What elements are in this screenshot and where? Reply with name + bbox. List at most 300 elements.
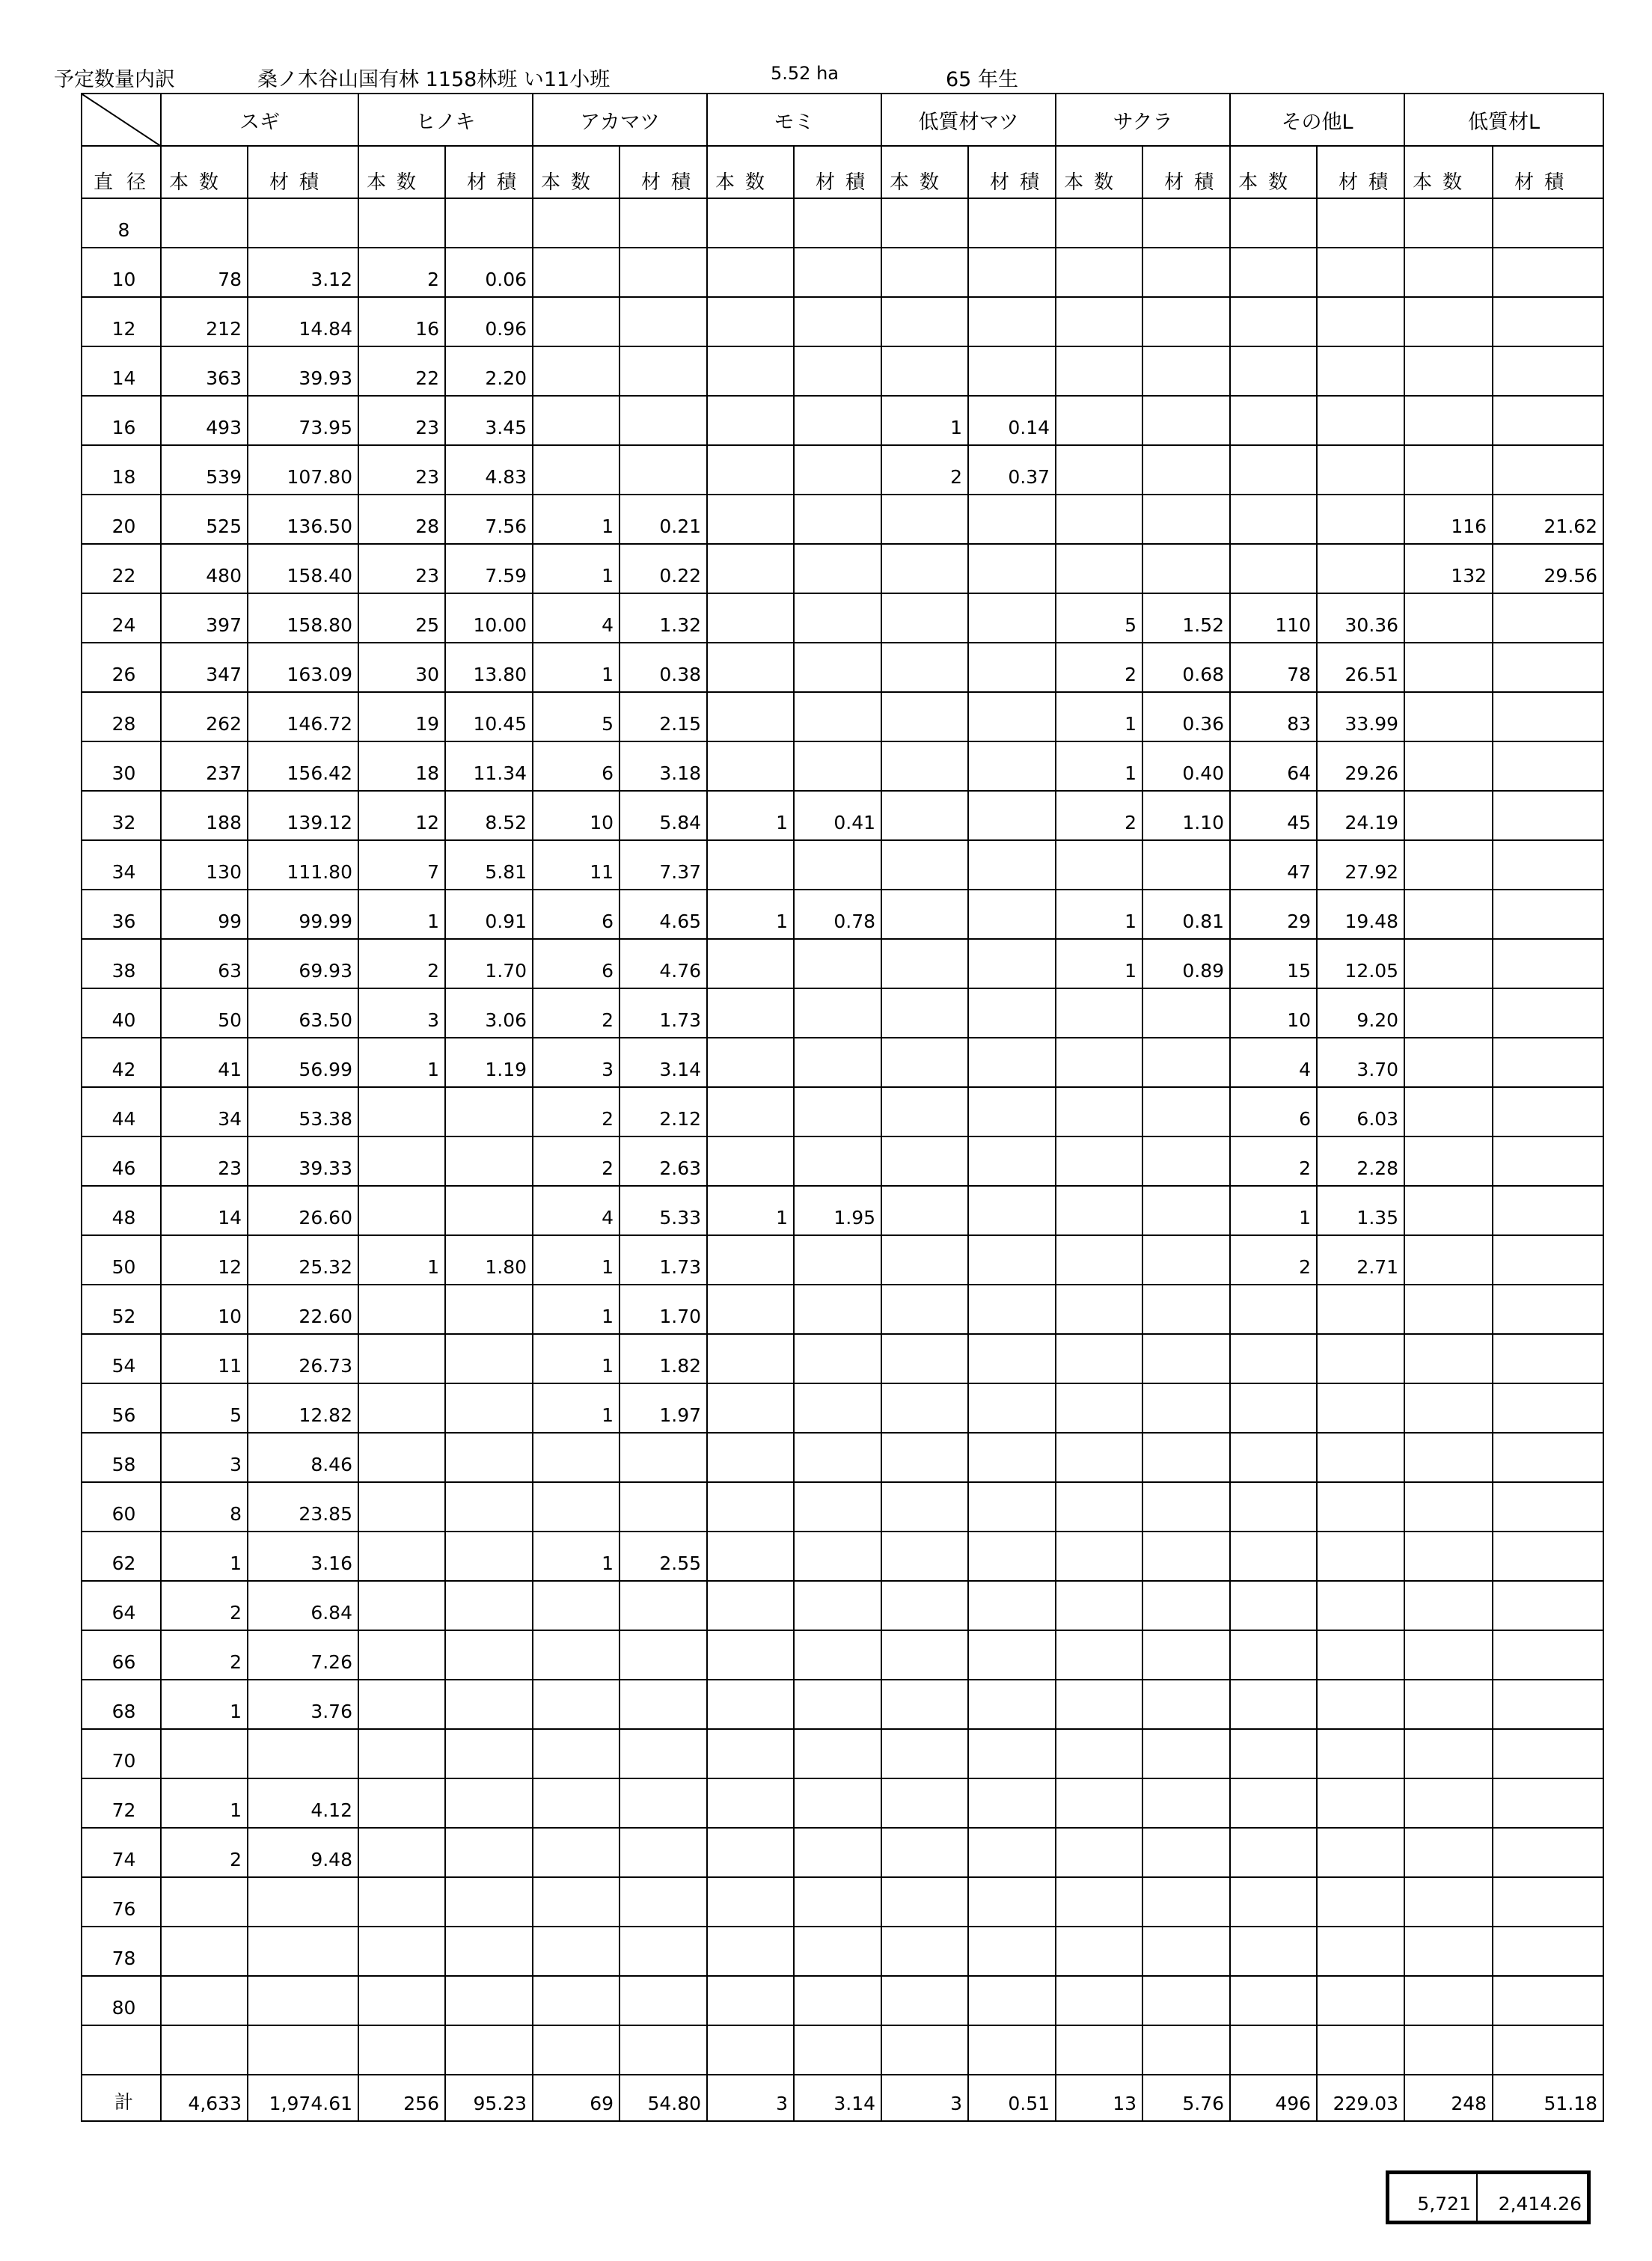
count-cell xyxy=(1056,1235,1142,1285)
volume-cell xyxy=(968,2025,1056,2075)
volume-cell: 12.82 xyxy=(248,1383,358,1433)
volume-cell xyxy=(445,1334,533,1383)
volume-header: 材積 xyxy=(620,146,707,198)
volume-cell xyxy=(1142,396,1230,445)
count-cell xyxy=(358,1828,445,1877)
volume-cell xyxy=(248,1927,358,1976)
count-cell xyxy=(707,1334,794,1383)
volume-cell xyxy=(445,1729,533,1778)
volume-cell: 2.63 xyxy=(620,1136,707,1186)
volume-cell xyxy=(1493,1482,1603,1532)
count-cell xyxy=(533,1828,620,1877)
volume-cell xyxy=(445,1136,533,1186)
count-cell xyxy=(1404,198,1493,248)
volume-cell xyxy=(1493,346,1603,396)
species-header: その他L xyxy=(1230,94,1404,146)
count-cell xyxy=(707,1680,794,1729)
count-cell xyxy=(1056,840,1142,890)
volume-cell: 1.70 xyxy=(445,939,533,988)
table-row xyxy=(82,495,1603,544)
volume-cell: 2.71 xyxy=(1317,1235,1404,1285)
species-header: モミ xyxy=(707,94,881,146)
volume-cell: 13.80 xyxy=(445,643,533,692)
count-cell xyxy=(358,1778,445,1828)
count-cell: 1 xyxy=(533,495,620,544)
volume-header: 材積 xyxy=(968,146,1056,198)
count-cell xyxy=(533,1729,620,1778)
count-cell xyxy=(707,248,794,297)
volume-table xyxy=(81,93,1604,2122)
count-cell: 1 xyxy=(707,890,794,939)
volume-cell xyxy=(1142,297,1230,346)
diameter-cell: 30 xyxy=(82,741,161,791)
count-cell xyxy=(707,396,794,445)
count-header: 本数 xyxy=(161,146,248,198)
volume-cell xyxy=(968,1433,1056,1482)
volume-cell xyxy=(1142,495,1230,544)
count-cell xyxy=(533,1482,620,1532)
count-cell: 12 xyxy=(358,791,445,840)
volume-cell xyxy=(968,248,1056,297)
count-cell xyxy=(707,1433,794,1482)
volume-cell xyxy=(968,791,1056,840)
volume-cell xyxy=(968,1482,1056,1532)
count-cell xyxy=(1230,396,1317,445)
count-cell xyxy=(707,1976,794,2025)
count-cell xyxy=(1404,346,1493,396)
volume-cell xyxy=(1317,1482,1404,1532)
volume-cell: 23.85 xyxy=(248,1482,358,1532)
count-cell xyxy=(358,1976,445,2025)
volume-cell: 5.81 xyxy=(445,840,533,890)
count-cell: 237 xyxy=(161,741,248,791)
volume-cell xyxy=(1317,248,1404,297)
table-row xyxy=(82,1383,1603,1433)
count-cell xyxy=(358,1186,445,1235)
total-volume-cell: 51.18 xyxy=(1493,2075,1603,2121)
volume-cell: 5.84 xyxy=(620,791,707,840)
volume-cell xyxy=(794,1285,881,1334)
count-cell xyxy=(533,297,620,346)
volume-cell xyxy=(794,643,881,692)
count-cell xyxy=(1056,1285,1142,1334)
volume-cell: 7.56 xyxy=(445,495,533,544)
count-cell xyxy=(1404,1581,1493,1630)
volume-cell: 156.42 xyxy=(248,741,358,791)
total-label: 計 xyxy=(82,2075,161,2121)
count-cell xyxy=(161,1927,248,1976)
count-cell xyxy=(1404,692,1493,741)
count-cell xyxy=(707,593,794,643)
diameter-cell: 54 xyxy=(82,1334,161,1383)
volume-cell xyxy=(1142,1729,1230,1778)
count-cell: 2 xyxy=(161,1828,248,1877)
count-cell xyxy=(1230,544,1317,593)
count-cell xyxy=(358,198,445,248)
count-cell: 30 xyxy=(358,643,445,692)
volume-cell: 22.60 xyxy=(248,1285,358,1334)
volume-cell xyxy=(968,1680,1056,1729)
count-cell xyxy=(1230,1729,1317,1778)
table-row xyxy=(82,692,1603,741)
count-cell xyxy=(1404,643,1493,692)
count-cell: 116 xyxy=(1404,495,1493,544)
volume-cell xyxy=(445,1433,533,1482)
volume-cell: 39.33 xyxy=(248,1136,358,1186)
count-cell xyxy=(533,1976,620,2025)
volume-cell xyxy=(794,1482,881,1532)
count-cell xyxy=(881,890,968,939)
volume-cell xyxy=(968,840,1056,890)
count-cell: 11 xyxy=(533,840,620,890)
table-row xyxy=(82,248,1603,297)
species-header: アカマツ xyxy=(533,94,707,146)
volume-cell xyxy=(1493,1285,1603,1334)
count-cell xyxy=(1230,248,1317,297)
grand-total-volume: 2,414.26 xyxy=(1477,2173,1588,2221)
count-cell xyxy=(533,2025,620,2075)
count-cell: 212 xyxy=(161,297,248,346)
count-cell: 23 xyxy=(358,445,445,495)
count-cell xyxy=(881,1334,968,1383)
age-label: 65 年生 xyxy=(946,68,1018,91)
count-cell xyxy=(707,1532,794,1581)
diameter-cell: 24 xyxy=(82,593,161,643)
volume-cell: 11.34 xyxy=(445,741,533,791)
volume-cell xyxy=(1142,1235,1230,1285)
volume-cell xyxy=(445,1087,533,1136)
count-cell: 5 xyxy=(1056,593,1142,643)
count-cell xyxy=(881,297,968,346)
volume-cell xyxy=(1493,890,1603,939)
volume-cell xyxy=(1493,988,1603,1038)
diameter-cell: 64 xyxy=(82,1581,161,1630)
count-cell xyxy=(1404,1680,1493,1729)
species-header: 低質材マツ xyxy=(881,94,1056,146)
volume-cell: 21.62 xyxy=(1493,495,1603,544)
count-cell: 41 xyxy=(161,1038,248,1087)
volume-cell: 1.10 xyxy=(1142,791,1230,840)
volume-cell: 24.19 xyxy=(1317,791,1404,840)
species-header: サクラ xyxy=(1056,94,1230,146)
count-cell: 3 xyxy=(533,1038,620,1087)
count-cell: 1 xyxy=(533,1383,620,1433)
volume-cell xyxy=(620,1630,707,1680)
volume-cell xyxy=(794,1532,881,1581)
title-bar xyxy=(54,63,1326,93)
volume-cell: 0.21 xyxy=(620,495,707,544)
count-cell xyxy=(881,643,968,692)
column-header-row xyxy=(82,146,1603,198)
count-cell xyxy=(1056,1433,1142,1482)
count-cell xyxy=(533,1877,620,1927)
count-cell xyxy=(1404,1729,1493,1778)
volume-cell: 69.93 xyxy=(248,939,358,988)
volume-cell: 0.68 xyxy=(1142,643,1230,692)
count-cell xyxy=(707,297,794,346)
count-cell: 1 xyxy=(1056,890,1142,939)
volume-cell xyxy=(1142,248,1230,297)
count-cell xyxy=(881,593,968,643)
volume-cell: 9.20 xyxy=(1317,988,1404,1038)
volume-cell xyxy=(1317,1828,1404,1877)
volume-cell xyxy=(968,495,1056,544)
volume-cell: 139.12 xyxy=(248,791,358,840)
volume-cell xyxy=(794,495,881,544)
count-cell xyxy=(881,1630,968,1680)
volume-cell: 3.16 xyxy=(248,1532,358,1581)
volume-cell: 27.92 xyxy=(1317,840,1404,890)
count-cell: 525 xyxy=(161,495,248,544)
volume-cell: 6.84 xyxy=(248,1581,358,1630)
count-cell xyxy=(707,1038,794,1087)
count-cell xyxy=(1404,1778,1493,1828)
volume-cell xyxy=(1493,741,1603,791)
volume-cell xyxy=(1142,1383,1230,1433)
count-cell: 5 xyxy=(533,692,620,741)
diameter-cell: 34 xyxy=(82,840,161,890)
count-cell xyxy=(1404,1383,1493,1433)
count-header: 本数 xyxy=(881,146,968,198)
table-row xyxy=(82,297,1603,346)
count-cell xyxy=(1056,1976,1142,2025)
count-cell xyxy=(1056,248,1142,297)
count-cell xyxy=(881,1680,968,1729)
volume-cell xyxy=(1493,445,1603,495)
volume-cell: 3.14 xyxy=(620,1038,707,1087)
volume-cell: 73.95 xyxy=(248,396,358,445)
volume-cell xyxy=(1142,1186,1230,1235)
count-cell xyxy=(1404,988,1493,1038)
count-cell: 1 xyxy=(533,1235,620,1285)
volume-cell xyxy=(1142,1334,1230,1383)
table-row xyxy=(82,1581,1603,1630)
count-cell xyxy=(881,1433,968,1482)
count-cell xyxy=(1056,1828,1142,1877)
volume-cell xyxy=(620,1828,707,1877)
diameter-cell: 18 xyxy=(82,445,161,495)
count-cell xyxy=(1056,544,1142,593)
count-cell xyxy=(161,1729,248,1778)
volume-cell: 10.45 xyxy=(445,692,533,741)
total-volume-cell: 95.23 xyxy=(445,2075,533,2121)
volume-cell xyxy=(445,1877,533,1927)
count-cell xyxy=(707,1235,794,1285)
volume-cell xyxy=(1142,445,1230,495)
count-cell xyxy=(1056,198,1142,248)
volume-header: 材積 xyxy=(1317,146,1404,198)
count-cell xyxy=(1404,1334,1493,1383)
volume-cell xyxy=(1317,1976,1404,2025)
volume-cell: 0.36 xyxy=(1142,692,1230,741)
total-row xyxy=(82,2075,1603,2121)
count-cell xyxy=(533,1630,620,1680)
volume-cell: 2.12 xyxy=(620,1087,707,1136)
volume-cell xyxy=(968,1877,1056,1927)
count-cell xyxy=(707,988,794,1038)
volume-cell xyxy=(445,1927,533,1976)
volume-cell: 8.46 xyxy=(248,1433,358,1482)
count-cell: 2 xyxy=(1056,791,1142,840)
volume-cell xyxy=(1142,840,1230,890)
count-cell xyxy=(533,1433,620,1482)
volume-cell xyxy=(1317,1778,1404,1828)
report-label: 予定数量内訳 xyxy=(54,68,175,91)
count-cell: 1 xyxy=(707,791,794,840)
volume-cell xyxy=(1142,1087,1230,1136)
count-cell xyxy=(1230,198,1317,248)
volume-cell xyxy=(794,544,881,593)
count-cell xyxy=(1056,1729,1142,1778)
volume-cell: 1.97 xyxy=(620,1383,707,1433)
diameter-cell xyxy=(82,2025,161,2075)
volume-cell xyxy=(1142,1877,1230,1927)
diameter-cell: 42 xyxy=(82,1038,161,1087)
count-cell xyxy=(1404,1976,1493,2025)
volume-cell xyxy=(248,1976,358,2025)
total-count-cell: 4,633 xyxy=(161,2075,248,2121)
diameter-cell: 26 xyxy=(82,643,161,692)
count-cell: 23 xyxy=(358,396,445,445)
count-cell xyxy=(1404,791,1493,840)
count-cell xyxy=(707,1630,794,1680)
count-cell xyxy=(1056,346,1142,396)
volume-cell xyxy=(445,1828,533,1877)
total-volume-cell: 0.51 xyxy=(968,2075,1056,2121)
count-cell xyxy=(881,1136,968,1186)
volume-cell xyxy=(1493,248,1603,297)
count-cell xyxy=(881,692,968,741)
diameter-cell: 60 xyxy=(82,1482,161,1532)
count-cell: 4 xyxy=(1230,1038,1317,1087)
count-cell: 2 xyxy=(533,1136,620,1186)
volume-cell xyxy=(620,1680,707,1729)
count-cell xyxy=(533,1581,620,1630)
volume-cell: 0.37 xyxy=(968,445,1056,495)
count-cell xyxy=(358,1877,445,1927)
count-cell xyxy=(1230,1383,1317,1433)
volume-header: 材積 xyxy=(445,146,533,198)
volume-cell xyxy=(620,1482,707,1532)
count-cell xyxy=(1404,593,1493,643)
diameter-cell: 46 xyxy=(82,1136,161,1186)
count-cell xyxy=(881,198,968,248)
count-cell: 1 xyxy=(358,890,445,939)
volume-cell: 14.84 xyxy=(248,297,358,346)
volume-cell xyxy=(794,692,881,741)
volume-cell xyxy=(445,1778,533,1828)
count-cell xyxy=(358,1630,445,1680)
table-row xyxy=(82,544,1603,593)
count-cell xyxy=(1404,297,1493,346)
volume-cell: 63.50 xyxy=(248,988,358,1038)
count-cell xyxy=(358,1087,445,1136)
volume-cell xyxy=(794,1383,881,1433)
count-cell xyxy=(1230,297,1317,346)
count-cell xyxy=(358,1532,445,1581)
count-cell xyxy=(707,1581,794,1630)
diameter-cell: 78 xyxy=(82,1927,161,1976)
volume-cell xyxy=(620,297,707,346)
grand-total-count: 5,721 xyxy=(1389,2173,1477,2221)
total-count-cell: 3 xyxy=(707,2075,794,2121)
volume-cell xyxy=(968,544,1056,593)
volume-cell: 163.09 xyxy=(248,643,358,692)
volume-cell xyxy=(968,741,1056,791)
volume-cell: 3.70 xyxy=(1317,1038,1404,1087)
count-cell xyxy=(1056,297,1142,346)
count-cell: 10 xyxy=(161,1285,248,1334)
diameter-cell: 56 xyxy=(82,1383,161,1433)
volume-cell xyxy=(1493,1927,1603,1976)
count-cell xyxy=(161,1976,248,2025)
volume-cell: 158.40 xyxy=(248,544,358,593)
count-cell: 1 xyxy=(533,643,620,692)
volume-cell xyxy=(968,1630,1056,1680)
species-header: 低質材L xyxy=(1404,94,1603,146)
count-cell: 34 xyxy=(161,1087,248,1136)
volume-cell xyxy=(1142,1532,1230,1581)
count-cell: 1 xyxy=(533,1334,620,1383)
volume-cell: 39.93 xyxy=(248,346,358,396)
count-cell xyxy=(707,495,794,544)
count-cell xyxy=(1404,741,1493,791)
volume-cell: 29.56 xyxy=(1493,544,1603,593)
count-cell: 29 xyxy=(1230,890,1317,939)
count-cell xyxy=(707,1778,794,1828)
volume-cell xyxy=(620,248,707,297)
count-cell xyxy=(707,445,794,495)
volume-cell xyxy=(794,346,881,396)
total-volume-cell: 5.76 xyxy=(1142,2075,1230,2121)
volume-cell: 7.37 xyxy=(620,840,707,890)
count-cell xyxy=(881,1383,968,1433)
volume-cell xyxy=(968,1038,1056,1087)
volume-cell: 2.55 xyxy=(620,1532,707,1581)
count-cell xyxy=(881,1828,968,1877)
count-cell xyxy=(1230,1877,1317,1927)
volume-cell: 4.65 xyxy=(620,890,707,939)
volume-cell xyxy=(794,840,881,890)
diameter-cell: 20 xyxy=(82,495,161,544)
count-cell: 1 xyxy=(1056,692,1142,741)
count-cell xyxy=(881,1285,968,1334)
count-cell xyxy=(707,1828,794,1877)
volume-cell xyxy=(1142,1433,1230,1482)
volume-cell xyxy=(968,1729,1056,1778)
count-cell xyxy=(881,1729,968,1778)
volume-cell xyxy=(968,1778,1056,1828)
diameter-cell: 36 xyxy=(82,890,161,939)
volume-cell: 0.14 xyxy=(968,396,1056,445)
volume-cell xyxy=(1317,1383,1404,1433)
volume-header: 材積 xyxy=(248,146,358,198)
count-cell: 78 xyxy=(1230,643,1317,692)
volume-cell xyxy=(1493,1877,1603,1927)
volume-cell xyxy=(1493,1136,1603,1186)
count-cell: 18 xyxy=(358,741,445,791)
volume-cell xyxy=(1493,1828,1603,1877)
volume-cell xyxy=(1493,692,1603,741)
volume-cell xyxy=(1493,1778,1603,1828)
volume-cell xyxy=(1493,1680,1603,1729)
volume-cell: 1.52 xyxy=(1142,593,1230,643)
count-cell xyxy=(1404,1433,1493,1482)
count-cell xyxy=(1230,2025,1317,2075)
volume-cell xyxy=(1317,1334,1404,1383)
count-cell: 110 xyxy=(1230,593,1317,643)
volume-cell xyxy=(1317,297,1404,346)
